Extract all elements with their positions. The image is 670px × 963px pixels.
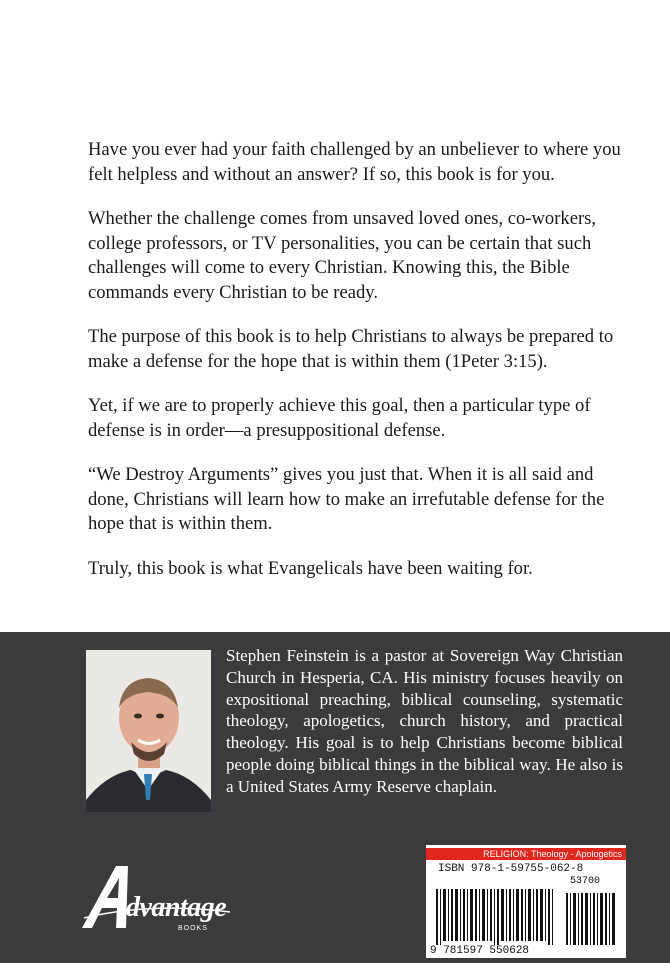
blurb-paragraph: “We Destroy Arguments” gives you just that. When it is all said and done, Christians will learn how to make an irrefutable defense for the hope that is within them. xyxy=(88,464,605,534)
publisher-logo-word: dvantage xyxy=(126,892,227,923)
blurb-paragraph: Have you ever had your faith challenged by an unbeliever to where you felt helpless and without an answer? If so, this book is for you. xyxy=(88,139,621,185)
barcode-digits: 9 781597 550628 xyxy=(430,945,530,957)
category-band: RELIGION: Theology - Apologetics xyxy=(426,848,626,860)
publisher-logo-sub: BOOKS xyxy=(178,925,208,932)
author-bio: Stephen Feinstein is a pastor at Sovereign Way Christian Church in Hesperia, CA. His ministry focuses heavily on expositional preaching, biblical counseling, systematic theology, apologetics, church history, and practical theology. His goal is to help Christians become biblical people doing biblical things in the biblical way. He also is a United States Army Reserve chaplain. xyxy=(226,646,623,796)
blurb-paragraph: Truly, this book is what Evangelicals have been waiting for. xyxy=(88,557,533,579)
price-code: 53700 xyxy=(570,876,601,887)
back-cover-blurb xyxy=(88,138,628,601)
blurb-paragraph: Yet, if we are to properly achieve this goal, then a particular type of defense is in order—a presuppositional defense. xyxy=(88,395,591,441)
isbn-text: ISBN 978-1-59755-062-8 xyxy=(438,863,584,875)
author-photo xyxy=(86,650,211,812)
publisher-logo xyxy=(80,862,240,932)
isbn-barcode-box xyxy=(426,845,626,958)
blurb-paragraph: The purpose of this book is to help Christians to always be prepared to make a defense for the hope that is within them (1Peter 3:15). xyxy=(88,326,614,372)
blurb-paragraph: Whether the challenge comes from unsaved loved ones, co-workers, college professors, or TV personalities, you can be certain that such challenges will come to every Christian. Knowing this, the Bible commands every Christian to be ready. xyxy=(88,208,597,303)
